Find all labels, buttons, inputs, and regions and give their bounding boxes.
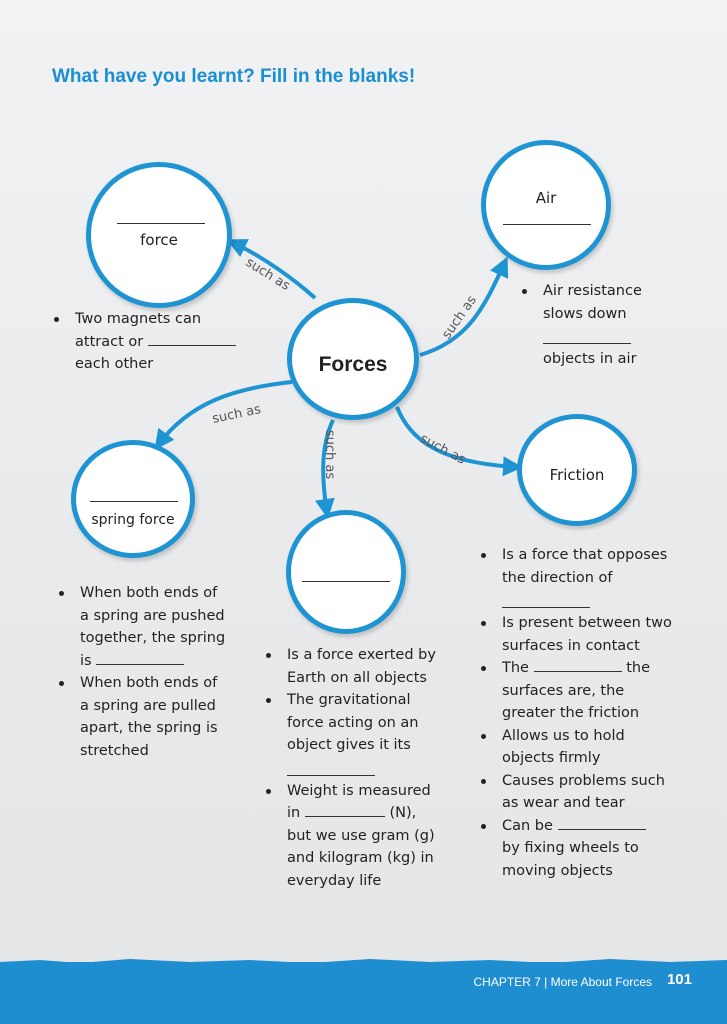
link-label-gravity: such as	[322, 429, 338, 480]
fill-blank	[96, 650, 184, 665]
link-label-spring: such as	[210, 402, 263, 427]
link-label-friction: such as	[417, 431, 468, 468]
node-friction	[517, 414, 637, 526]
node-blank	[503, 224, 591, 225]
list-item: Causes problems such as wear and tear	[479, 770, 689, 815]
node-label: Friction	[549, 466, 605, 484]
node-magnetic-force	[86, 162, 232, 308]
list-item: When both ends of a spring are pushed together, the spring is	[57, 582, 257, 672]
node-label: spring force	[91, 512, 175, 528]
fill-blank	[287, 757, 375, 776]
magnetic-facts-list	[52, 308, 272, 376]
node-air	[481, 140, 611, 270]
center-node-forces	[287, 298, 419, 420]
list-item: Is a force exerted by Earth on all objects	[264, 644, 469, 689]
page-title: What have you learnt? Fill in the blanks!	[52, 66, 416, 87]
link-label-air: such as	[439, 293, 480, 342]
fill-blank	[558, 815, 646, 830]
air-facts-list	[520, 280, 700, 371]
footer-chapter: CHAPTER 7 | More About Forces	[473, 975, 652, 989]
node-label: Air	[535, 189, 557, 207]
node-blank	[90, 501, 178, 502]
fill-blank	[148, 331, 236, 346]
fill-blank	[305, 802, 385, 817]
list-item: Is a force that opposes the direction of	[479, 544, 689, 608]
link-label-magnetic: such as	[242, 255, 293, 294]
list-item: The the surfaces are, the greater the friction	[479, 657, 689, 725]
list-item: The gravitational force acting on an object gives it its	[264, 689, 469, 776]
fill-blank	[534, 657, 622, 672]
center-node-label: Forces	[318, 353, 388, 376]
spring-facts-list	[57, 582, 257, 762]
fill-blank	[543, 325, 631, 344]
list-item: Can be by fixing wheels to moving objects	[479, 815, 689, 883]
node-blank	[117, 223, 205, 224]
fill-blank	[502, 589, 590, 608]
list-item: Weight is measured in (N), but we use gram (g) and kilogram (kg) in everyday life	[264, 780, 469, 893]
list-item: Air resistance slows down objects in air	[520, 280, 700, 371]
page-number: 101	[666, 971, 692, 988]
node-gravity	[286, 510, 406, 634]
node-spring-force	[71, 440, 195, 558]
list-item: Two magnets can attract or each other	[52, 308, 272, 376]
friction-facts-list	[479, 544, 689, 882]
node-blank	[302, 581, 390, 582]
node-label: force	[140, 231, 178, 249]
footer-bar	[0, 962, 727, 1024]
list-item: Allows us to hold objects firmly	[479, 725, 689, 770]
list-item: When both ends of a spring are pulled apart, the spring is stretched	[57, 672, 257, 762]
list-item: Is present between two surfaces in contact	[479, 612, 689, 657]
gravity-facts-list	[264, 644, 469, 892]
